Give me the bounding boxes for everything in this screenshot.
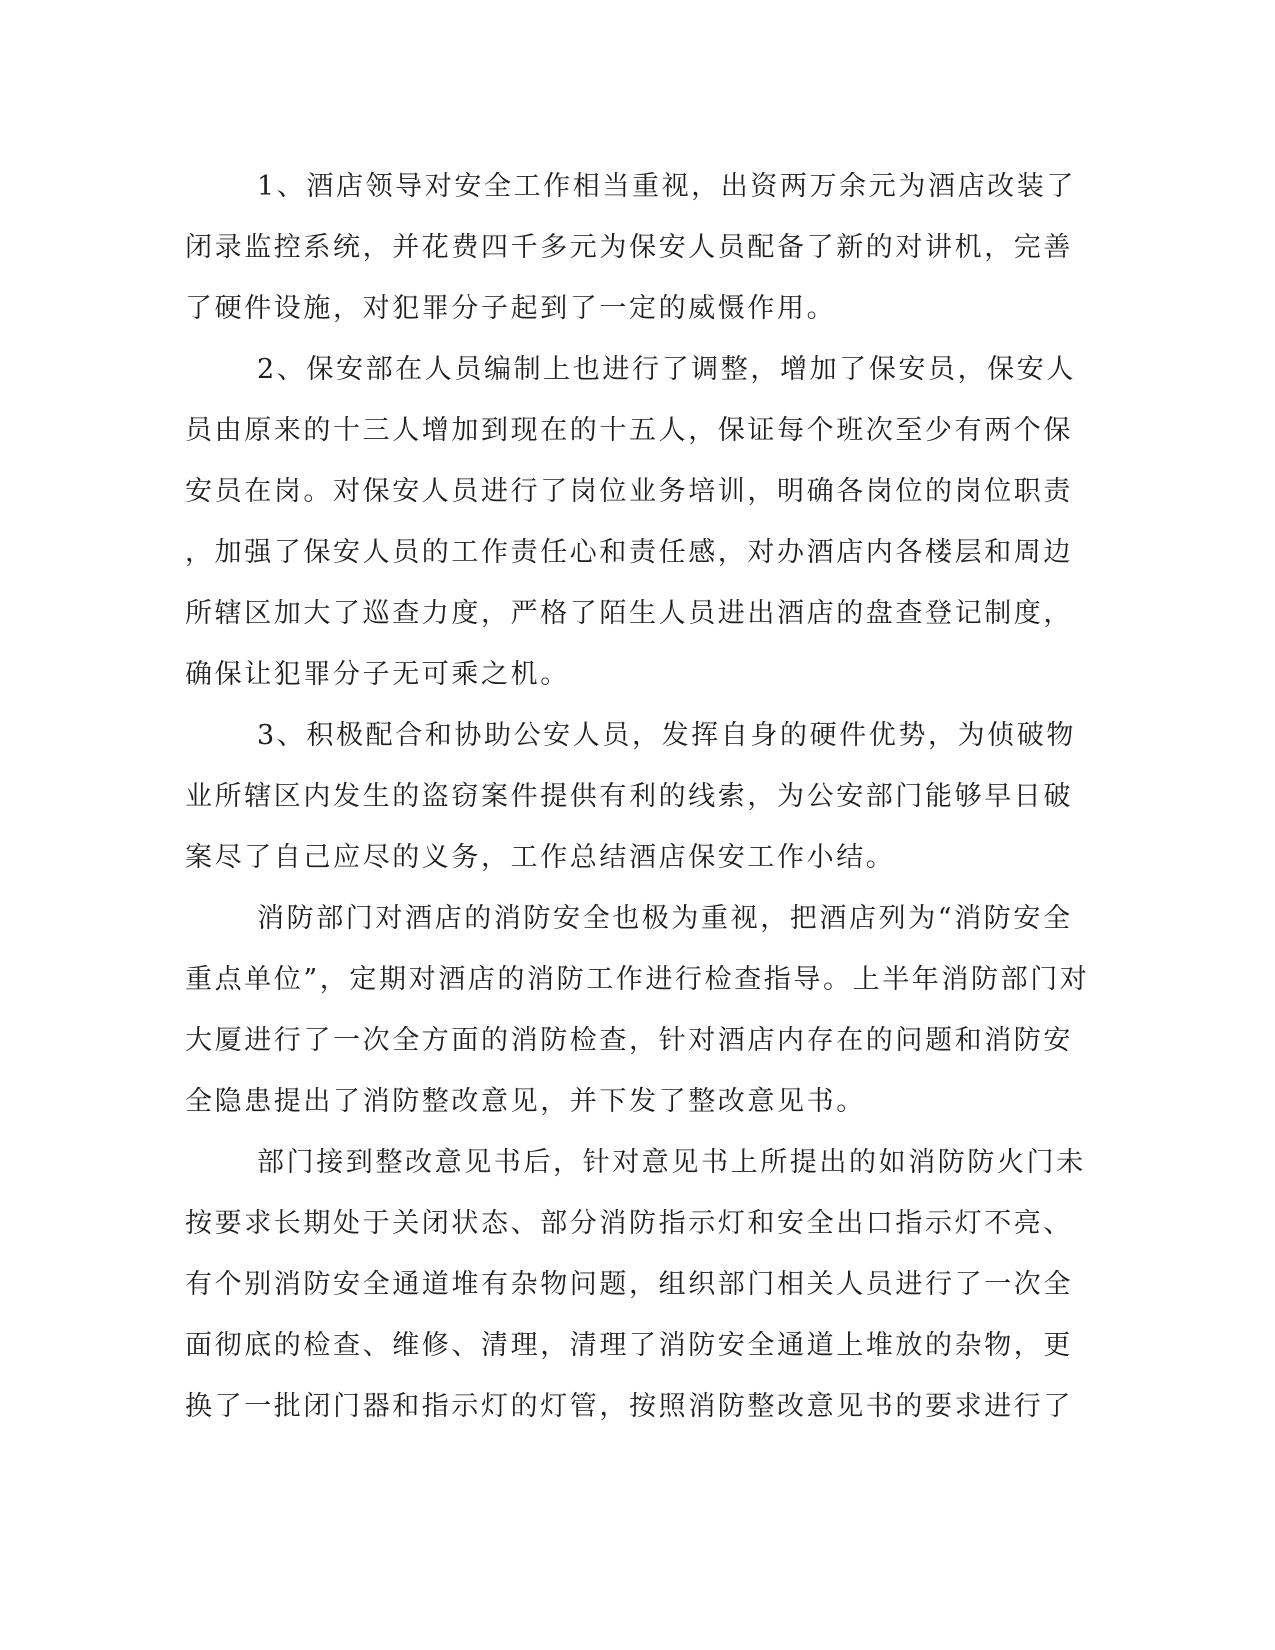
paragraph-5 (185, 1132, 1086, 1437)
document-body (185, 156, 1090, 1437)
text-line: 2、保安部在人员编制上也进行了调整，增加了保安员，保安人 (257, 354, 1076, 385)
text-line: 面彻底的检查、维修、清理，清理了消防安全通道上堆放的杂物，更 (185, 1330, 1073, 1361)
text-line: 全隐患提出了消防整改意见，并下发了整改意见书。 (185, 1086, 866, 1117)
text-line: 按要求长期处于关闭状态、部分消防指示灯和安全出口指示灯不亮、 (185, 1208, 1073, 1239)
text-line: 大厦进行了一次全方面的消防检查，针对酒店内存在的问题和消防安 (185, 1025, 1073, 1056)
paragraph-3 (185, 705, 1076, 888)
paragraph-4 (185, 888, 1090, 1132)
text-line: 换了一批闭门器和指示灯的灯管，按照消防整改意见书的要求进行了 (185, 1391, 1073, 1422)
text-line: 3、积极配合和协助公安人员，发挥自身的硬件优势，为侦破物 (257, 720, 1076, 751)
text-line: 部门接到整改意见书后，针对意见书上所提出的如消防防火门未 (257, 1147, 1086, 1178)
text-line: ，加强了保安人员的工作责任心和责任感，对办酒店内各楼层和周边 (185, 537, 1073, 568)
text-line: 了硬件设施，对犯罪分子起到了一定的威慑作用。 (185, 293, 837, 324)
text-line: 案尽了自己应尽的义务，工作总结酒店保安工作小结。 (185, 842, 896, 873)
text-line: 安员在岗。对保安人员进行了岗位业务培训，明确各岗位的岗位职责 (185, 476, 1073, 507)
text-line: 重点单位”，定期对酒店的消防工作进行检查指导。上半年消防部门对 (185, 964, 1090, 995)
text-line: 所辖区加大了巡查力度，严格了陌生人员进出酒店的盘查登记制度， (185, 598, 1073, 629)
text-line: 业所辖区内发生的盗窃案件提供有利的线索，为公安部门能够早日破 (185, 781, 1073, 812)
paragraph-2 (185, 339, 1076, 705)
text-line: 员由原来的十三人增加到现在的十五人，保证每个班次至少有两个保 (185, 415, 1073, 446)
text-line: 消防部门对酒店的消防安全也极为重视，把酒店列为“消防安全 (257, 903, 1073, 934)
text-line: 确保让犯罪分子无可乘之机。 (185, 659, 570, 690)
text-line: 闭录监控系统，并花费四千多元为保安人员配备了新的对讲机，完善 (185, 232, 1073, 263)
paragraph-1 (185, 156, 1076, 339)
text-line: 有个别消防安全通道堆有杂物问题，组织部门相关人员进行了一次全 (185, 1269, 1073, 1300)
text-line: 1、酒店领导对安全工作相当重视，出资两万余元为酒店改装了 (257, 171, 1076, 202)
